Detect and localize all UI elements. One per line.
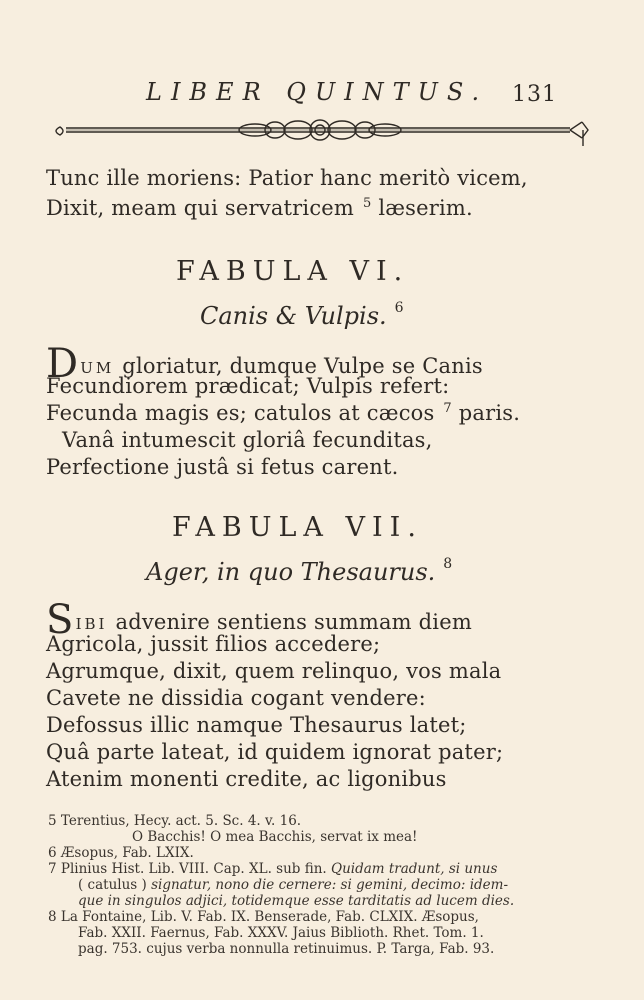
footnote: 5 Terentius, Hecy. act. 5. Sc. 4. v. 16. — [48, 813, 302, 829]
verse-text: paris. — [458, 401, 521, 425]
page-number: 131 — [512, 82, 557, 107]
footnote-text: 7 Plinius Hist. Lib. VIII. Cap. XL. sub fin. — [48, 861, 327, 877]
verse-text: læserim. — [378, 196, 473, 220]
footnote — [78, 877, 508, 893]
footnote-quote: Quidam tradunt, si unus — [331, 861, 498, 877]
subtitle-text: Ager, in quo Thesaurus. — [146, 558, 436, 586]
footnote: pag. 753. cujus verba nonnulla retinuimus. P. Targa, Fab. 93. — [78, 941, 495, 957]
verse-text: advenire sentiens summam diem — [115, 610, 472, 634]
footnote: 8 La Fontaine, Lib. V. Fab. IX. Benserade, Fab. CLXIX. Æsopus, — [48, 909, 479, 925]
small-caps: UM — [80, 359, 115, 377]
verse-line: Tunc ille moriens: Patior hanc meritò vicem, — [46, 166, 528, 190]
footnote: 6 Æsopus, Fab. LXIX. — [48, 845, 194, 861]
footnote-quote: signatur, nono die cernere: si gemini, decimo: idem- — [151, 877, 509, 893]
footnote-marker: 8 — [443, 556, 453, 572]
verse-text: Fecunda magis es; catulos at cæcos — [46, 401, 435, 425]
footnote: O Bacchis! O mea Bacchis, servat ix mea! — [132, 829, 418, 845]
verse-line: Agricola, jussit filios accedere; — [46, 632, 381, 656]
footnote-marker: 5 — [362, 196, 372, 211]
verse-line — [46, 196, 473, 220]
verse-line: Cavete ne dissidia cogant vendere: — [46, 686, 426, 710]
subtitle-text: Canis & Vulpis. — [200, 302, 387, 330]
footnote-marker: 7 — [443, 401, 452, 416]
ornamental-rule-icon — [50, 113, 598, 149]
footnote-quote: que in singulos adjici, totidemque esse tarditatis ad lucem dies. — [78, 893, 515, 909]
verse-line: Fecundiorem prædicat; Vulpis refert: — [46, 374, 450, 398]
verse-line: Quâ parte lateat, id quidem ignorat pater; — [46, 740, 504, 764]
footnote — [78, 893, 514, 909]
drop-cap: D — [46, 341, 79, 387]
footnote-marker: 6 — [394, 300, 404, 316]
verse-line: Agrumque, dixit, quem relinquo, vos mala — [46, 659, 502, 683]
small-caps: IBI — [75, 615, 108, 633]
footnote: Fab. XXII. Faernus, Fab. XXXV. Jaius Biblioth. Rhet. Tom. 1. — [78, 925, 484, 941]
verse-text: gloriatur, dumque Vulpe se Canis — [122, 354, 483, 378]
drop-cap: S — [46, 597, 74, 643]
verse-line: Atenim monenti credite, ac ligonibus — [46, 767, 447, 791]
verse-line: Perfectione justâ si fetus carent. — [46, 455, 399, 479]
verse-line: Vanâ intumescit gloriâ fecunditas, — [62, 428, 433, 452]
verse-text: Dixit, meam qui servatricem — [46, 196, 355, 220]
footnote — [48, 861, 497, 877]
verse-line: Defossus illic namque Thesaurus latet; — [46, 713, 467, 737]
running-title: LIBER QUINTUS. — [146, 78, 489, 106]
footnote-text: ( catulus ) — [78, 877, 147, 893]
fable-subtitle — [146, 556, 452, 586]
fable-title: FABULA VII. — [172, 512, 423, 543]
fable-title: FABULA VI. — [176, 256, 410, 287]
verse-line — [46, 401, 520, 425]
fable-subtitle — [200, 300, 404, 330]
